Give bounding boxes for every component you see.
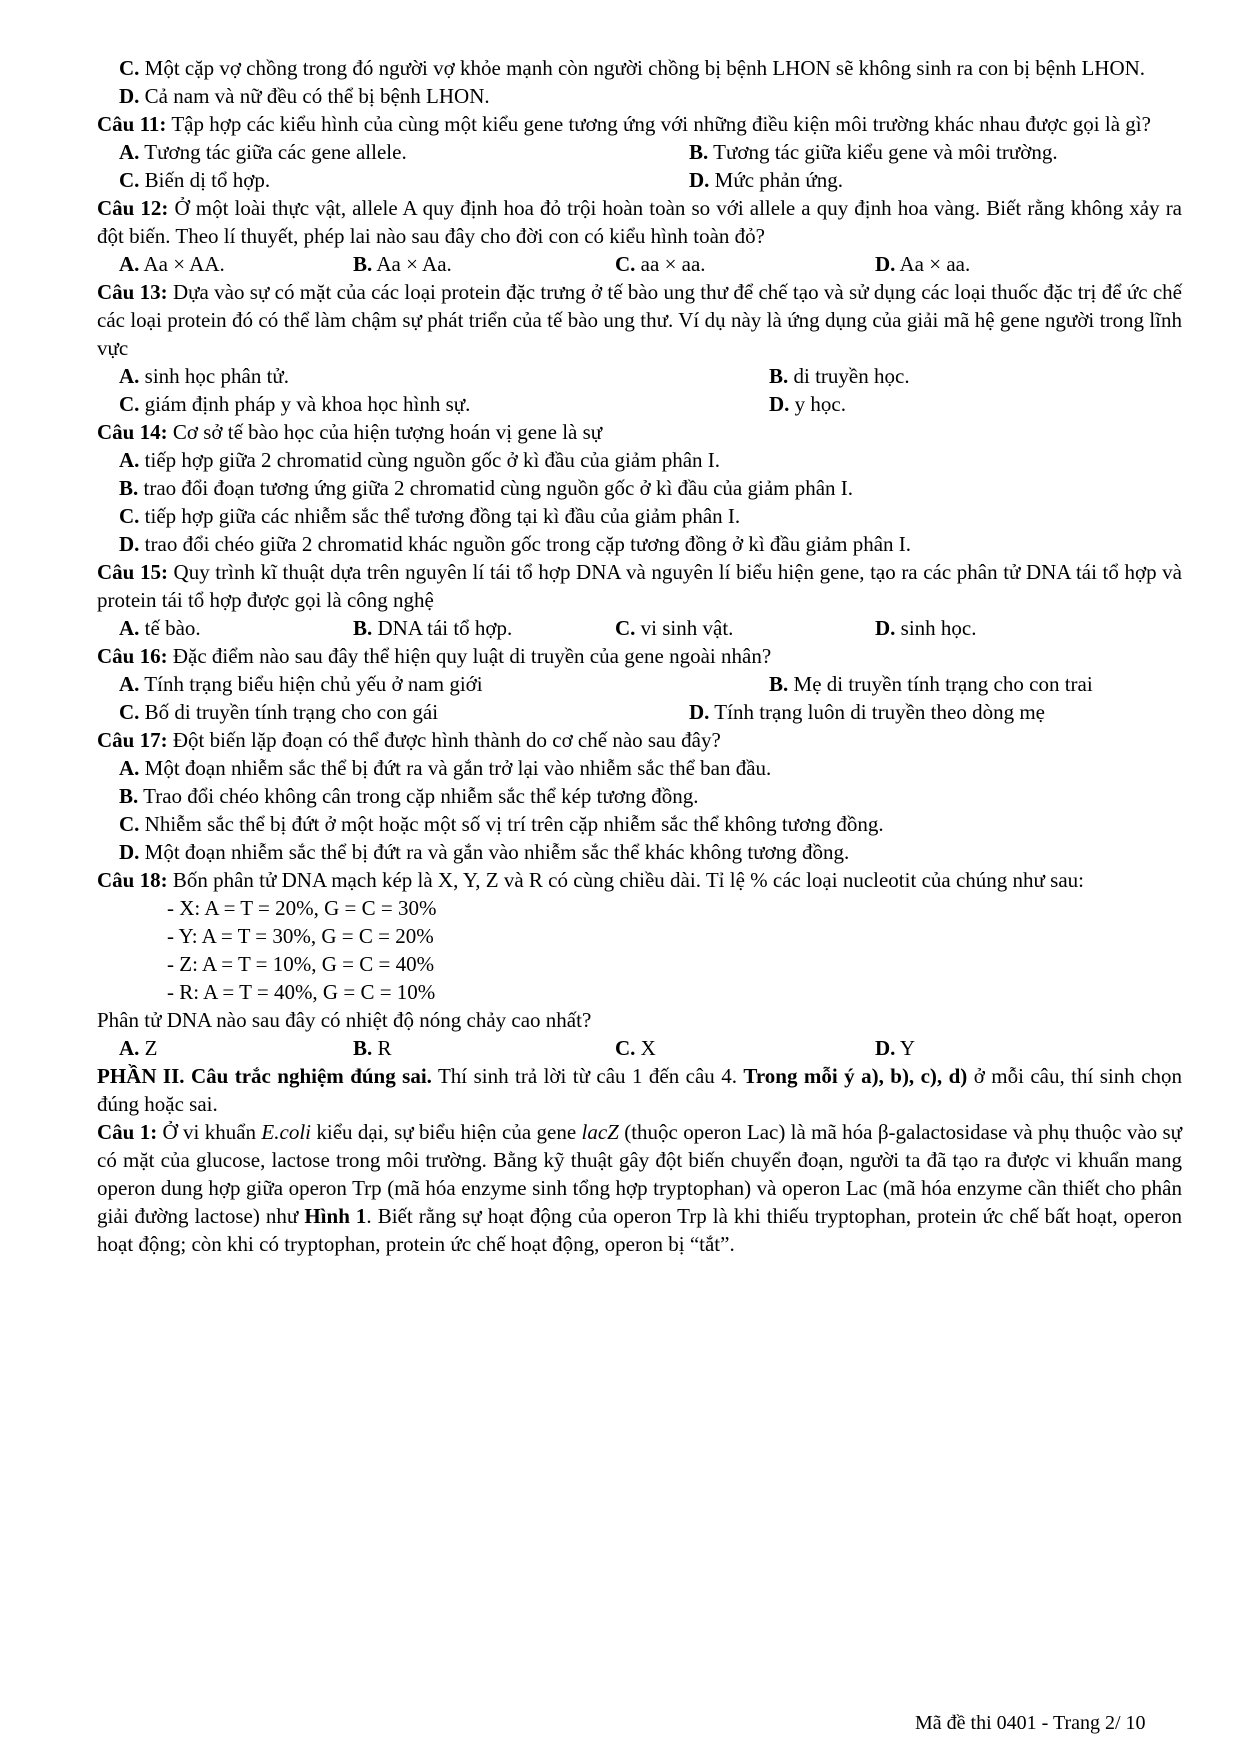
- q14-option-d: D. trao đổi chéo giữa 2 chromatid khác nguồn gốc trong cặp tương đồng ở kì đầu giảm phân I.: [119, 532, 912, 556]
- question-12: Câu 12: Ở một loài thực vật, allele A quy định hoa đỏ trội hoàn toàn so với allele a quy định hoa vàng. Biết rằng không xảy ra đột biến. Theo lí thuyết, phép lai nào sau đây cho đời con có kiểu hình toàn đỏ?: [97, 196, 1183, 248]
- question-16-options: [97, 670, 1182, 698]
- dna-ratio-y: - Y: A = T = 30%, G = C = 20%: [167, 924, 434, 948]
- q17-option-c: C. Nhiễm sắc thể bị đứt ở một hoặc một số vị trí trên cặp nhiễm sắc thể không tương đồng.: [119, 812, 884, 836]
- q13-option-c: C. giám định pháp y và khoa học hình sự.: [119, 392, 471, 416]
- q17-option-d: D. Một đoạn nhiễm sắc thể bị đứt ra và gắn vào nhiễm sắc thể khác không tương đồng.: [119, 840, 850, 864]
- question-11: Câu 11: Tập hợp các kiểu hình của cùng một kiểu gene tương ứng với những điều kiện môi trường khác nhau được gọi là gì?: [97, 112, 1151, 136]
- q15-option-c: C. vi sinh vật.: [615, 616, 734, 640]
- q13-option-b: B. di truyền học.: [769, 364, 910, 388]
- q11-option-d: D. Mức phản ứng.: [689, 168, 843, 192]
- question-18-options: [97, 1034, 1182, 1062]
- q14-option-a: A. tiếp hợp giữa 2 chromatid cùng nguồn gốc ở kì đầu của giảm phân I.: [119, 448, 721, 472]
- dna-ratio-z: - Z: A = T = 10%, G = C = 40%: [167, 952, 435, 976]
- q12-option-a: A. Aa × AA.: [119, 252, 225, 276]
- q11-option-a: A. Tương tác giữa các gene allele.: [119, 140, 407, 164]
- question-18-prompt: Phân tử DNA nào sau đây có nhiệt độ nóng chảy cao nhất?: [97, 1008, 592, 1032]
- q16-option-a: A. Tính trạng biểu hiện chủ yếu ở nam giới: [119, 672, 483, 696]
- q14-option-c: C. tiếp hợp giữa các nhiễm sắc thể tương đồng tại kì đầu của giảm phân I.: [119, 504, 741, 528]
- question-15: Câu 15: Quy trình kĩ thuật dựa trên nguyên lí tái tổ hợp DNA và nguyên lí biểu hiện gene, tạo ra các phân tử DNA tái tổ hợp và protein tái tổ hợp được gọi là công nghệ: [97, 560, 1182, 612]
- question-13: Câu 13: Dựa vào sự có mặt của các loại protein đặc trưng ở tế bào ung thư để chế tạo và sử dụng các loại thuốc đặc trị để ức chế các loại protein đó có thể làm chậm sự phát triển của tế bào ung thư. Ví dụ này là ứng dụng của giải mã hệ gene người trong lĩnh vực: [97, 280, 1182, 360]
- q15-option-d: D. sinh học.: [875, 616, 977, 640]
- q12-option-b: B. Aa × Aa.: [353, 252, 452, 276]
- page-footer: Mã đề thi 0401 - Trang 2/ 10: [915, 1712, 1146, 1734]
- question-14: Câu 14: Cơ sở tế bào học của hiện tượng hoán vị gene là sự: [97, 420, 603, 444]
- exam-page: [97, 54, 1182, 1258]
- q11-option-b: B. Tương tác giữa kiểu gene và môi trường.: [689, 140, 1058, 164]
- question-18: Câu 18: Bốn phân tử DNA mạch kép là X, Y, Z và R có cùng chiều dài. Tỉ lệ % các loại nucleotit của chúng như sau:: [97, 868, 1084, 892]
- q12-option-d: D. Aa × aa.: [875, 252, 971, 276]
- question-13-options: [97, 362, 1182, 418]
- part-2-heading: PHẦN II. Câu trắc nghiệm đúng sai. Thí sinh trả lời từ câu 1 đến câu 4. Trong mỗi ý a), b), c), d) ở mỗi câu, thí sinh chọn đúng hoặc sai.: [97, 1064, 1183, 1116]
- q18-option-a: A. Z: [119, 1036, 158, 1060]
- q18-option-d: D. Y: [875, 1036, 916, 1060]
- question-12-options: [97, 250, 1182, 278]
- dna-ratio-list: [97, 894, 1182, 1006]
- prev-option-c: C. Một cặp vợ chồng trong đó người vợ khỏe mạnh còn người chồng bị bệnh LHON sẽ không sinh ra con bị bệnh LHON.: [119, 56, 1146, 80]
- dna-ratio-x: - X: A = T = 20%, G = C = 30%: [167, 896, 437, 920]
- question-11-options: [97, 138, 1182, 194]
- q17-option-b: B. Trao đổi chéo không cân trong cặp nhiễm sắc thể kép tương đồng.: [119, 784, 699, 808]
- q13-option-d: D. y học.: [769, 392, 846, 416]
- part-2-question-1: Câu 1: Ở vi khuẩn E.coli kiểu dại, sự biểu hiện của gene lacZ (thuộc operon Lac) là mã hóa β-galactosidase và phụ thuộc vào sự có mặt của glucose, lactose trong môi trường. Bằng kỹ thuật gây đột biến chuyển đoạn, người ta đã tạo ra được vi khuẩn mang operon dung hợp giữa operon Trp (mã hóa enzyme sinh tổng hợp tryptophan) và operon Lac (mã hóa enzyme cần thiết cho phân giải đường lactose) như Hình 1. Biết rằng sự hoạt động của operon Trp là khi thiếu tryptophan, protein ức chế bất hoạt, operon hoạt động; còn khi có tryptophan, protein ức chế hoạt động, operon bị “tắt”.: [97, 1120, 1183, 1256]
- q12-option-c: C. aa × aa.: [615, 252, 706, 276]
- q16-option-b: B. Mẹ di truyền tính trạng cho con trai: [769, 672, 1093, 696]
- q16-option-c: C. Bố di truyền tính trạng cho con gái: [119, 700, 439, 724]
- question-16: Câu 16: Đặc điểm nào sau đây thể hiện quy luật di truyền của gene ngoài nhân?: [97, 644, 772, 668]
- q18-option-b: B. R: [353, 1036, 392, 1060]
- question-17: Câu 17: Đột biến lặp đoạn có thể được hình thành do cơ chế nào sau đây?: [97, 728, 721, 752]
- q17-option-a: A. Một đoạn nhiễm sắc thể bị đứt ra và gắn trở lại vào nhiễm sắc thể ban đầu.: [119, 756, 772, 780]
- question-16-options-row2: [97, 698, 1182, 726]
- q18-option-c: C. X: [615, 1036, 656, 1060]
- q11-option-c: C. Biến dị tổ hợp.: [119, 168, 271, 192]
- q14-option-b: B. trao đổi đoạn tương ứng giữa 2 chromatid cùng nguồn gốc ở kì đầu của giảm phân I.: [119, 476, 854, 500]
- question-15-options: [97, 614, 1182, 642]
- q15-option-a: A. tế bào.: [119, 616, 201, 640]
- q15-option-b: B. DNA tái tổ hợp.: [353, 616, 513, 640]
- prev-option-d: D. Cả nam và nữ đều có thể bị bệnh LHON.: [119, 84, 490, 108]
- dna-ratio-r: - R: A = T = 40%, G = C = 10%: [167, 980, 436, 1004]
- q16-option-d: D. Tính trạng luôn di truyền theo dòng mẹ: [689, 700, 1045, 724]
- q13-option-a: A. sinh học phân tử.: [119, 364, 290, 388]
